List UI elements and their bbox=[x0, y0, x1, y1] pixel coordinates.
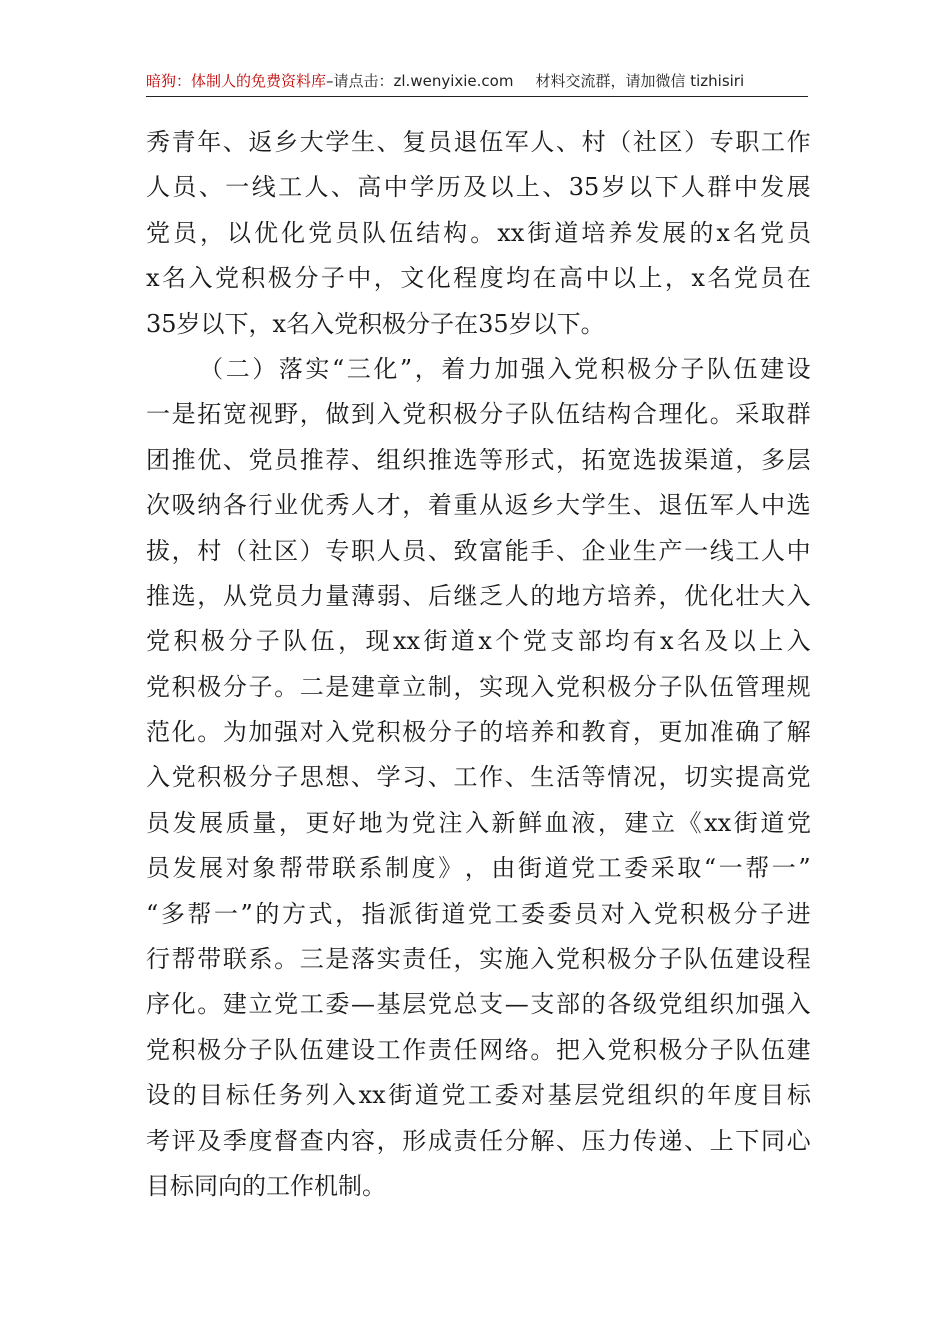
body-line: 目标同向的工作机制。 bbox=[146, 1171, 386, 1200]
click-prompt[interactable]: –请点击：zl.wenyixie.com bbox=[326, 72, 514, 90]
group-info: 材料交流群，请加微信 tizhisiri bbox=[535, 72, 745, 90]
body-line: 员 发 展 对 象 帮 带 联 系 制 度 》 ， 由 街 道 党 工 委 采 取 “ 一 帮 一 ” bbox=[146, 854, 811, 883]
body-line: 团 推 优 、 党 员 推 荐 、 组 织 推 选 等 形 式 ， 拓 宽 选 拔 渠 道 ， 多 层 bbox=[146, 445, 811, 474]
body-line: 党 积 极 分 子 队 伍 ， 现 xx 街 道 x 个 党 支 部 均 有 x 名 及 以 上 入 bbox=[146, 627, 811, 656]
body-line: 行 帮 带 联 系 。 三 是 落 实 责 任 ， 实 施 入 党 积 极 分 子 队 伍 建 设 程 bbox=[146, 945, 811, 974]
body-line: 序 化 。 建 立 党 工 委 — 基 层 党 总 支 — 支 部 的 各 级 党 组 织 加 强 入 bbox=[146, 990, 811, 1019]
body-line: 考 评 及 季 度 督 查 内 容 ， 形 成 责 任 分 解 、 压 力 传 递 、 上 下 同 心 bbox=[146, 1126, 811, 1155]
site-name: 暗狗：体制人的免费资料库 bbox=[146, 72, 327, 90]
body-line: “ 多 帮 一 ” 的 方 式 ， 指 派 街 道 党 工 委 委 员 对 入 党 积 极 分 子 进 bbox=[146, 899, 811, 928]
page-header bbox=[146, 66, 808, 97]
section-heading-line: （ 二 ） 落 实 “ 三 化 ” ， 着 力 加 强 入 党 积 极 分 子 队 伍 建 设 bbox=[199, 354, 811, 383]
body-line: 推 选 ， 从 党 员 力 量 薄 弱 、 后 继 乏 人 的 地 方 培 养 ， 优 化 壮 大 入 bbox=[146, 581, 811, 610]
body-line: 35岁以下，x名入党积极分子在35岁以下。 bbox=[146, 309, 605, 338]
body-line: 员 发 展 质 量 ， 更 好 地 为 党 注 入 新 鲜 血 液 ， 建 立 《 xx 街 道 党 bbox=[146, 808, 811, 837]
body-line: 党 积 极 分 子 队 伍 建 设 工 作 责 任 网 络 。 把 入 党 积 极 分 子 队 伍 建 bbox=[146, 1035, 811, 1064]
body-line: 拔 ， 村 （ 社 区 ） 专 职 人 员 、 致 富 能 手 、 企 业 生 产 一 线 工 人 中 bbox=[146, 536, 811, 565]
body-line: 秀 青 年 、 返 乡 大 学 生 、 复 员 退 伍 军 人 、 村 （ 社 区 ） 专 职 工 作 bbox=[146, 128, 811, 156]
body-line: 入 党 积 极 分 子 思 想 、 学 习 、 工 作 、 生 活 等 情 况 ， 切 实 提 高 党 bbox=[146, 763, 811, 792]
body-line: 一 是 拓 宽 视 野 ， 做 到 入 党 积 极 分 子 队 伍 结 构 合 理 化 。 采 取 群 bbox=[146, 400, 811, 429]
body-line: 人 员 、 一 线 工 人 、 高 中 学 历 及 以 上 、 35 岁 以 下 人 群 中 发 展 bbox=[146, 173, 811, 202]
body-line: 范 化 。 为 加 强 对 入 党 积 极 分 子 的 培 养 和 教 育 ， 更 加 准 确 了 解 bbox=[146, 718, 811, 747]
document-body bbox=[146, 120, 811, 1209]
body-line: x 名 入 党 积 极 分 子 中 ， 文 化 程 度 均 在 高 中 以 上 ， x 名 党 员 在 bbox=[146, 264, 811, 293]
body-line: 次 吸 纳 各 行 业 优 秀 人 才 ， 着 重 从 返 乡 大 学 生 、 退 伍 军 人 中 选 bbox=[146, 491, 811, 520]
body-line: 党 员 ， 以 优 化 党 员 队 伍 结 构 。 xx 街 道 培 养 发 展 的 x 名 党 员 bbox=[146, 218, 811, 247]
body-line: 设 的 目 标 任 务 列 入 xx 街 道 党 工 委 对 基 层 党 组 织 的 年 度 目 标 bbox=[146, 1081, 811, 1110]
body-line: 党 积 极 分 子 。 二 是 建 章 立 制 ， 实 现 入 党 积 极 分 子 队 伍 管 理 规 bbox=[146, 672, 811, 701]
